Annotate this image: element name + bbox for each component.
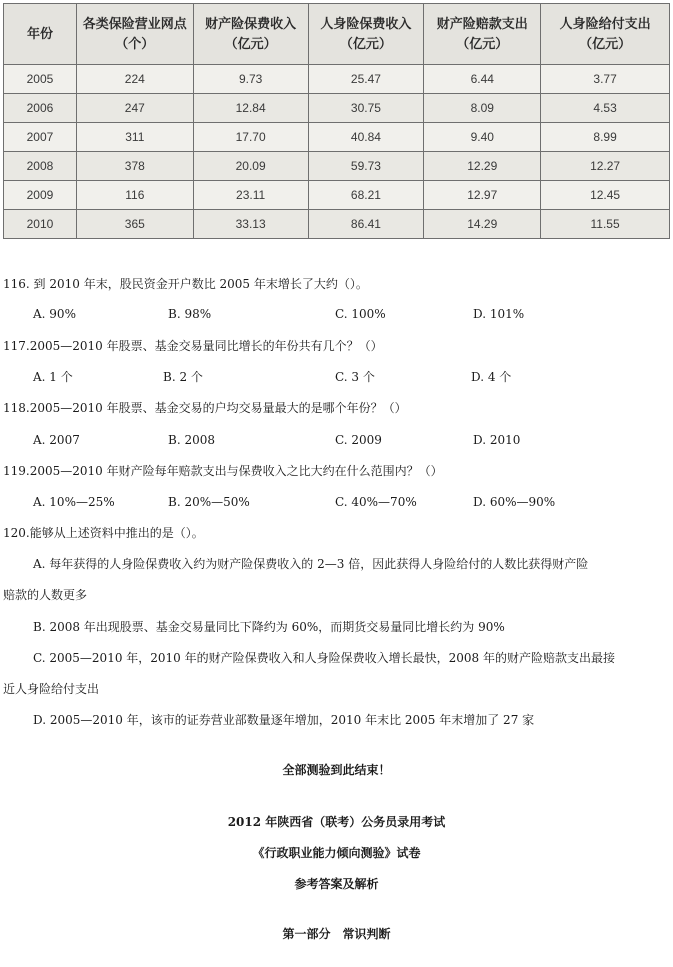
table-cell: 2010 (4, 210, 77, 239)
q116-option-a: A. 90% (33, 307, 76, 321)
table-cell: 2006 (4, 94, 77, 123)
question-119-stem: 119.2005—2010 年财产险每年赔款支出与保费收入之比大约在什么范围内？（） (3, 464, 443, 478)
q120-option-a-line2: 赔款的人数更多 (3, 588, 88, 602)
header-outlets: 各类保险营业网点 （个） (76, 4, 193, 65)
insurance-data-table (3, 3, 670, 239)
q120-option-d: D. 2005—2010 年，该市的证券营业部数量逐年增加，2010 年末比 2005 年末增加了 27 家 (33, 713, 535, 727)
answer-title-key: 参考答案及解析 (294, 877, 379, 891)
question-120-stem: 120.能够从上述资料中推出的是（）。 (3, 526, 204, 540)
header-property-premium: 财产险保费收入 （亿元） (193, 4, 308, 65)
table-cell: 6.44 (424, 65, 541, 94)
table-cell: 11.55 (541, 210, 670, 239)
q117-option-d: D. 4 个 (471, 370, 512, 384)
q117-option-a: A. 1 个 (33, 370, 73, 384)
q116-option-b: B. 98% (168, 307, 212, 321)
table-cell: 14.29 (424, 210, 541, 239)
header-year: 年份 (4, 4, 77, 65)
table-cell: 9.40 (424, 123, 541, 152)
table-cell: 116 (76, 181, 193, 210)
end-of-test-text: 全部测验到此结束！ (282, 763, 391, 777)
table-row (4, 181, 670, 210)
answer-title-paper: 《行政职业能力倾向测验》试卷 (252, 846, 421, 860)
table-cell: 9.73 (193, 65, 308, 94)
header-property-claims: 财产险赔款支出 （亿元） (424, 4, 541, 65)
table-cell: 33.13 (193, 210, 308, 239)
q117-option-c: C. 3 个 (335, 370, 375, 384)
table-cell: 12.84 (193, 94, 308, 123)
table-cell: 12.29 (424, 152, 541, 181)
q118-option-d: D. 2010 (473, 433, 521, 447)
answer-title-exam: 2012 年陕西省（联考）公务员录用考试 (227, 815, 446, 829)
table-cell: 365 (76, 210, 193, 239)
question-117-stem: 117.2005—2010 年股票、基金交易量同比增长的年份共有几个？（） (3, 339, 383, 353)
q119-option-d: D. 60%—90% (473, 495, 556, 509)
q119-option-a: A. 10%—25% (33, 495, 115, 509)
table-cell: 59.73 (308, 152, 424, 181)
table-cell: 2008 (4, 152, 77, 181)
q119-option-c: C. 40%—70% (335, 495, 417, 509)
table-cell: 25.47 (308, 65, 424, 94)
table-cell: 23.11 (193, 181, 308, 210)
table-cell: 224 (76, 65, 193, 94)
table-cell: 2007 (4, 123, 77, 152)
table-cell: 20.09 (193, 152, 308, 181)
table-cell: 378 (76, 152, 193, 181)
table-row (4, 123, 670, 152)
q120-option-c-line1: C. 2005—2010 年，2010 年的财产险保费收入和人身险保费收入增长最快，2008 年的财产险赔款支出最接 (33, 651, 615, 665)
table-cell: 3.77 (541, 65, 670, 94)
table-row (4, 152, 670, 181)
table-header-row (4, 4, 670, 65)
table-cell: 86.41 (308, 210, 424, 239)
table-row (4, 65, 670, 94)
q118-option-c: C. 2009 (335, 433, 382, 447)
table-row (4, 210, 670, 239)
question-116-stem: 116. 到 2010 年末，股民资金开户数比 2005 年末增长了大约（）。 (3, 277, 368, 291)
table-cell: 2005 (4, 65, 77, 94)
q116-option-d: D. 101% (473, 307, 525, 321)
q119-option-b: B. 20%—50% (168, 495, 250, 509)
question-118-stem: 118.2005—2010 年股票、基金交易的户均交易量最大的是哪个年份？（） (3, 401, 407, 415)
q116-option-c: C. 100% (335, 307, 386, 321)
table-cell: 12.97 (424, 181, 541, 210)
table-row (4, 94, 670, 123)
section-title: 第一部分 常识判断 (282, 927, 391, 941)
table-cell: 2009 (4, 181, 77, 210)
table-cell: 247 (76, 94, 193, 123)
q118-option-b: B. 2008 (168, 433, 215, 447)
q120-option-b: B. 2008 年出现股票、基金交易量同比下降约为 60%，而期货交易量同比增长约为 90% (33, 620, 505, 634)
table-cell: 8.09 (424, 94, 541, 123)
table-cell: 311 (76, 123, 193, 152)
table-cell: 12.45 (541, 181, 670, 210)
table-cell: 4.53 (541, 94, 670, 123)
q120-option-c-line2: 近人身险给付支出 (3, 682, 100, 696)
q117-option-b: B. 2 个 (163, 370, 203, 384)
q118-option-a: A. 2007 (33, 433, 80, 447)
table-cell: 8.99 (541, 123, 670, 152)
table-cell: 30.75 (308, 94, 424, 123)
header-life-benefits: 人身险给付支出 （亿元） (541, 4, 670, 65)
table-cell: 40.84 (308, 123, 424, 152)
header-life-premium: 人身险保费收入 （亿元） (308, 4, 424, 65)
q120-option-a-line1: A. 每年获得的人身险保费收入约为财产险保费收入的 2—3 倍，因此获得人身险给付的人数比获得财产险 (33, 557, 589, 571)
table-cell: 12.27 (541, 152, 670, 181)
table-cell: 68.21 (308, 181, 424, 210)
insurance-data-table-wrapper (3, 3, 670, 239)
table-cell: 17.70 (193, 123, 308, 152)
